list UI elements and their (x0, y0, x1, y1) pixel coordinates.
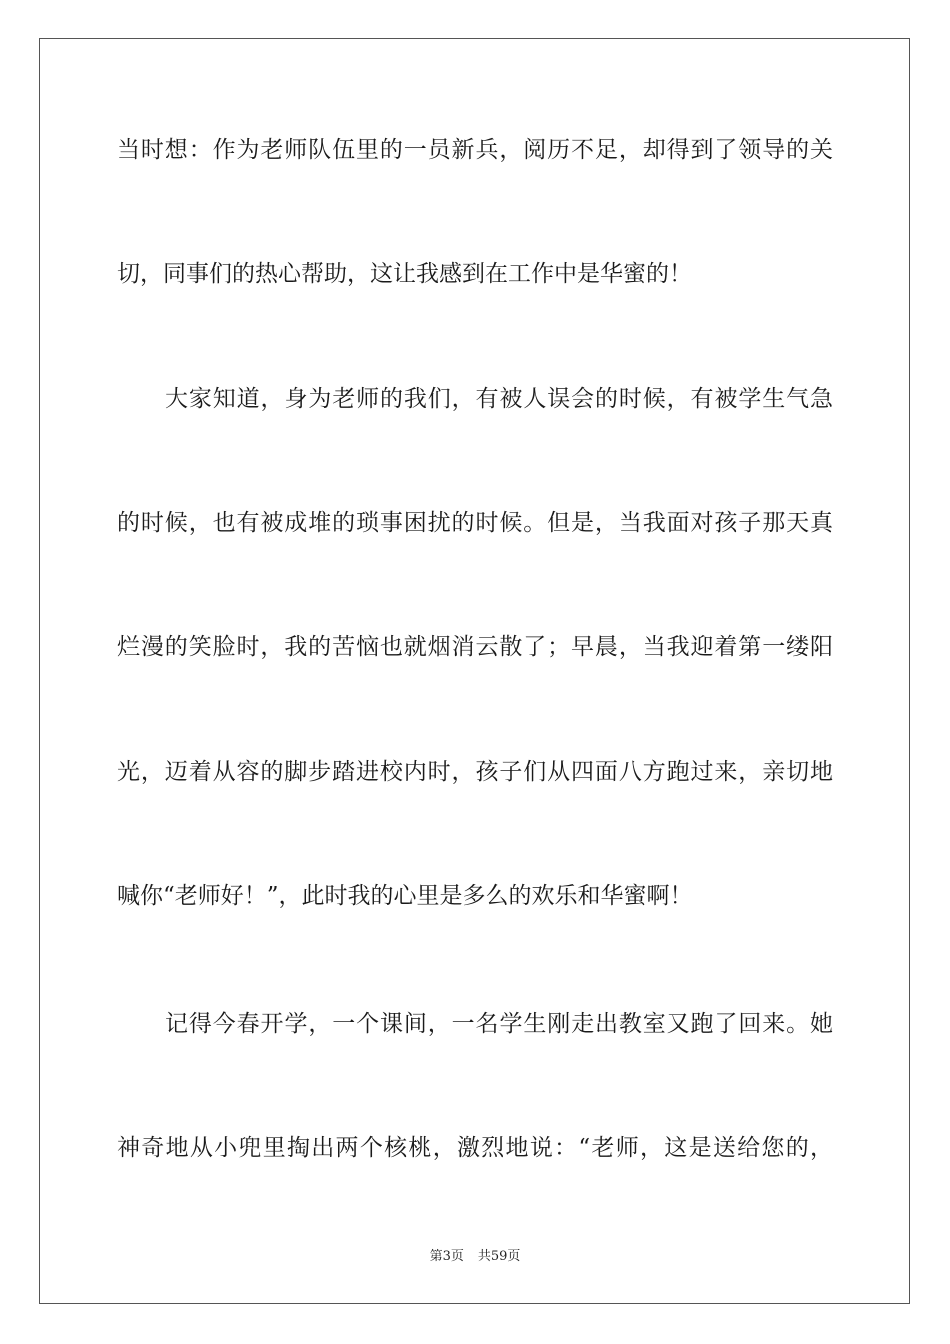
paragraph-line: 记得今春开学，一个课间，一名学生刚走出教室又跑了回来。她 (165, 1011, 833, 1037)
paragraph-line: 神奇地从小兜里掏出两个核桃，激烈地说：“老师，这是送给您的， (117, 1135, 833, 1161)
paragraph-line: 切，同事们的热心帮助，这让我感到在工作中是华蜜的！ (117, 261, 692, 287)
page-total: 共59页 (477, 1249, 521, 1264)
paragraph-line: 的时候，也有被成堆的琐事困扰的时候。但是，当我面对孩子那天真 (117, 510, 833, 536)
page-footer (0, 1248, 950, 1266)
paragraph-line: 当时想：作为老师队伍里的一员新兵，阅历不足，却得到了领导的关 (117, 137, 833, 163)
page-border (39, 38, 910, 1304)
paragraph-line: 光，迈着从容的脚步踏进校内时，孩子们从四面八方跑过来，亲切地 (117, 759, 833, 785)
paragraph-line: 大家知道，身为老师的我们，有被人误会的时候，有被学生气急 (165, 386, 833, 412)
paragraph-line: 烂漫的笑脸时，我的苦恼也就烟消云散了；早晨，当我迎着第一缕阳 (117, 634, 833, 660)
page-number: 第3页 (429, 1249, 464, 1264)
paragraph-line: 喊你“老师好！”，此时我的心里是多么的欢乐和华蜜啊！ (117, 883, 693, 909)
